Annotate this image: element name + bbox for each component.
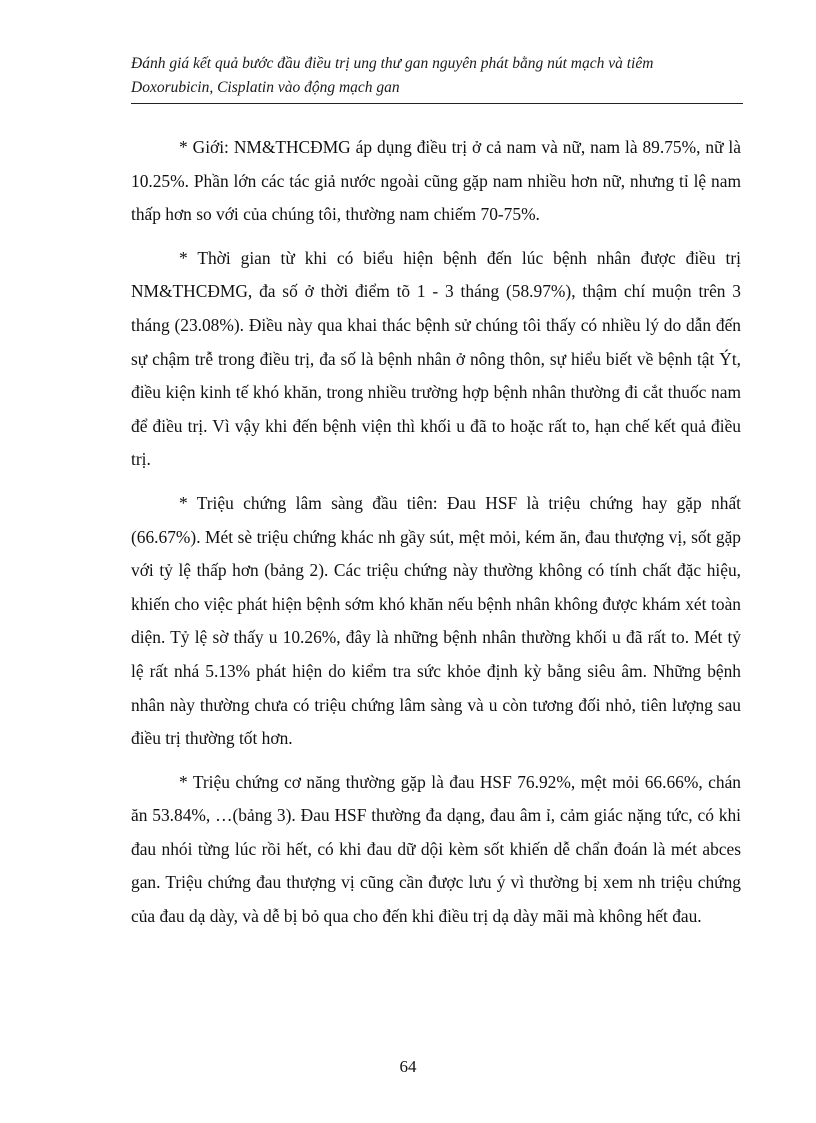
paragraph-initial-symptoms: * Triệu chứng lâm sàng đầu tiên: Đau HSF là triệu chứng hay gặp nhất (66.67%). Mét sè triệu chứng khác nh gầy sút, mệt mỏi, kém ăn, đau thượng vị, sốt gặp với tỷ lệ thấp hơn (bảng 2). Các triệu chứng này thường không có tính chất đặc hiệu, khiến cho việc phát hiện bệnh sớm khó khăn nếu bệnh nhân không được khám xét toàn diện. Tỷ lệ sờ thấy u 10.26%, đây là những bệnh nhân thường khối u đã rất to. Mét tỷ lệ rất nhá 5.13% phát hiện do kiểm tra sức khỏe định kỳ bằng siêu âm. Những bệnh nhân này thường chưa có triệu chứng lâm sàng và u còn tương đối nhỏ, tiên lượng sau điều trị thường tốt hơn. xyxy=(131,492,741,749)
running-header-line-1: Đánh giá kết quả bước đầu điều trị ung thư gan nguyên phát bằng nút mạch và tiêm xyxy=(131,55,654,72)
page-number: 64 xyxy=(399,1057,417,1076)
header-divider xyxy=(131,103,743,104)
running-header-line-2: Doxorubicin, Cisplatin vào động mạch gan xyxy=(131,79,400,96)
paragraph-functional-symptoms: * Triệu chứng cơ năng thường gặp là đau HSF 76.92%, mệt mỏi 66.66%, chán ăn 53.84%, …(bảng 3). Đau HSF thường đa dạng, đau âm ỉ, cảm giác nặng tức, có khi đau nhói từng lúc rồi hết, có khi đau dữ dội kèm sốt khiến dễ chẩn đoán là mét abces gan. Triệu chứng đau thượng vị cũng cần được lưu ý vì thường bị xem nh triệu chứng của đau dạ dày, và dễ bị bỏ qua cho đến khi điều trị dạ dày mãi mà không hết đau. xyxy=(131,771,741,927)
running-header xyxy=(131,52,743,100)
paragraph-time-to-treatment: * Thời gian từ khi có biểu hiện bệnh đến lúc bệnh nhân được điều trị NM&THCĐMG, đa số ở thời điểm tõ 1 - 3 tháng (58.97%), thậm chí muộn trên 3 tháng (23.08%). Điều này qua khai thác bệnh sử chúng tôi thấy có nhiều lý do dẫn đến sự chậm trễ trong điều trị, đa số là bệnh nhân ở nông thôn, sự hiểu biết về bệnh tật Ýt, điều kiện kinh tế khó khăn, trong nhiều trường hợp bệnh nhân thường đi cắt thuốc nam để điều trị. Vì vậy khi đến bệnh viện thì khối u đã to hoặc rất to, hạn chế kết quả điều trị. xyxy=(131,247,741,470)
body-text xyxy=(131,131,741,934)
paragraph-gender: * Giới: NM&THCĐMG áp dụng điều trị ở cả nam và nữ, nam là 89.75%, nữ là 10.25%. Phần lớn các tác giả nước ngoài cũng gặp nam nhiều hơn nữ, nhưng tỉ lệ nam thấp hơn so với của chúng tôi, thường nam chiếm 70-75%. xyxy=(131,137,741,225)
